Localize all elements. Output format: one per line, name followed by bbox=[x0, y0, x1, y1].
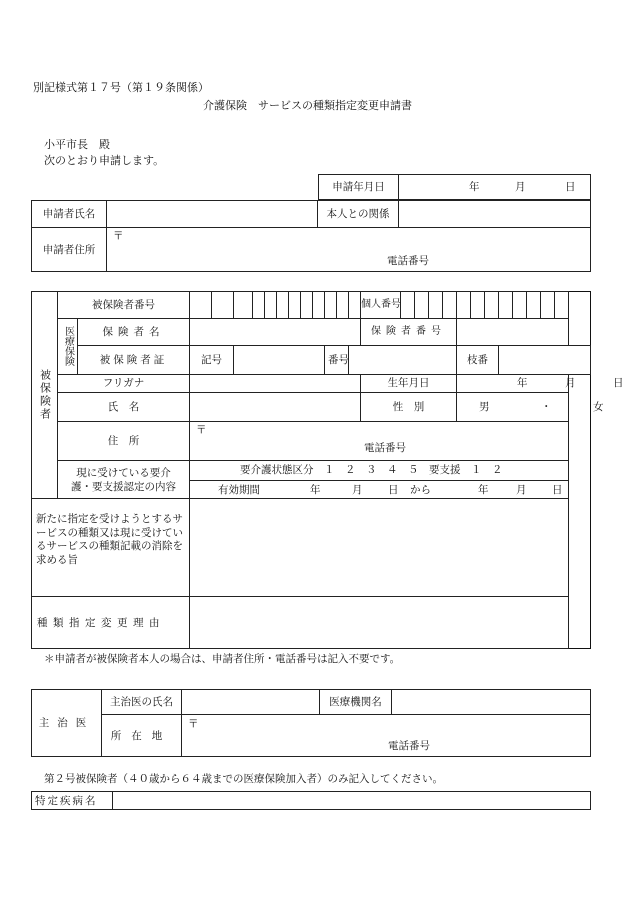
valid-period-field[interactable] bbox=[190, 480, 569, 499]
birth-month-label: 月 bbox=[565, 376, 576, 389]
disease-field[interactable] bbox=[113, 792, 591, 810]
valid-to-year: 年 bbox=[478, 483, 489, 496]
insurer-number-field[interactable] bbox=[457, 318, 569, 345]
insured-number-box-11[interactable] bbox=[337, 292, 349, 319]
form-title: 介護保険 サービスの種類指定変更申請書 bbox=[203, 99, 412, 112]
personal-number-box-6[interactable] bbox=[471, 292, 485, 319]
doctor-table bbox=[31, 689, 591, 757]
insured-address-field[interactable] bbox=[190, 421, 569, 460]
applicant-address-field[interactable] bbox=[107, 228, 591, 272]
personal-number-box-11[interactable] bbox=[541, 292, 555, 319]
insured-number-box-4[interactable] bbox=[253, 292, 265, 319]
year-label: 年 bbox=[469, 181, 480, 193]
sex-male-option[interactable]: 男 bbox=[479, 400, 490, 413]
valid-period-label: 有効期間 bbox=[218, 483, 260, 496]
insured-number-box-2[interactable] bbox=[212, 292, 234, 319]
month-label: 月 bbox=[515, 181, 526, 193]
sex-separator: ・ bbox=[541, 400, 552, 413]
insured-side-label: 被保険者 bbox=[32, 292, 58, 499]
personal-number-label: 個人番号 bbox=[361, 292, 401, 319]
relation-field[interactable] bbox=[399, 201, 591, 228]
insurer-number-label: 保険者番号 bbox=[361, 318, 457, 345]
personal-number-box-3[interactable] bbox=[429, 292, 443, 319]
relation-label: 本人との関係 bbox=[318, 201, 399, 228]
addressee: 小平市長 殿 bbox=[44, 138, 110, 151]
birth-date-label: 生年月日 bbox=[361, 374, 457, 392]
symbol-field[interactable] bbox=[234, 345, 325, 374]
card-number-field[interactable] bbox=[349, 345, 457, 374]
insured-number-label: 被保険者番号 bbox=[58, 292, 190, 319]
personal-number-box-12[interactable] bbox=[555, 292, 569, 319]
insured-number-box-1[interactable] bbox=[190, 292, 212, 319]
insured-number-box-8[interactable] bbox=[301, 292, 313, 319]
sex-female-option[interactable]: 女 bbox=[593, 400, 604, 413]
disease-label: 特定疾病名 bbox=[32, 792, 113, 810]
application-date-table bbox=[318, 174, 591, 200]
valid-from-year: 年 bbox=[310, 483, 321, 496]
insured-name-field[interactable] bbox=[190, 392, 361, 421]
insured-postal-mark: 〒 bbox=[196, 423, 207, 436]
birth-day-label: 日 bbox=[613, 376, 624, 389]
personal-number-box-2[interactable] bbox=[415, 292, 429, 319]
applicant-phone-label: 電話番号 bbox=[387, 255, 429, 267]
certification-label-line-1: 現に受けている要介 bbox=[76, 466, 171, 479]
personal-number-box-7[interactable] bbox=[485, 292, 499, 319]
reason-field[interactable] bbox=[190, 597, 569, 649]
doctor-name-label: 主治医の氏名 bbox=[102, 690, 182, 715]
insurer-name-field[interactable] bbox=[190, 318, 361, 345]
birth-year-label: 年 bbox=[517, 376, 528, 389]
furigana-field[interactable] bbox=[190, 374, 361, 392]
insured-address-label: 住 所 bbox=[58, 421, 190, 460]
furigana-label: フリガナ bbox=[58, 374, 190, 392]
insured-number-box-10[interactable] bbox=[325, 292, 337, 319]
insurance-card-label: 被保険者証 bbox=[78, 345, 190, 374]
insured-number-box-12[interactable] bbox=[349, 292, 361, 319]
applicant-note: ＊申請者が被保険者本人の場合は、申請者住所・電話番号は記入不要です。 bbox=[44, 653, 401, 665]
day-label: 日 bbox=[565, 181, 576, 193]
personal-number-box-9[interactable] bbox=[513, 292, 527, 319]
insurer-name-label: 保険者名 bbox=[78, 318, 190, 345]
doctor-phone-label: 電話番号 bbox=[388, 740, 430, 752]
request-field[interactable] bbox=[190, 499, 569, 597]
applicant-address-label: 申請者住所 bbox=[32, 228, 107, 272]
insured-number-box-6[interactable] bbox=[277, 292, 289, 319]
sex-field[interactable] bbox=[457, 392, 604, 421]
applicant-name-field[interactable] bbox=[107, 201, 318, 228]
branch-number-field[interactable] bbox=[499, 345, 591, 374]
application-date-label: 申請年月日 bbox=[319, 175, 399, 200]
personal-number-box-1[interactable] bbox=[401, 292, 415, 319]
birth-date-field[interactable] bbox=[457, 374, 624, 392]
request-label: 新たに指定を受けようとするサービスの種類又は現に受けているサービスの種類記載の消除を求める旨 bbox=[32, 499, 190, 597]
valid-to-day: 日 bbox=[552, 483, 563, 496]
doctor-postal-mark: 〒 bbox=[188, 718, 199, 730]
doctor-name-field[interactable] bbox=[182, 690, 320, 715]
postal-mark: 〒 bbox=[113, 230, 124, 242]
disease-note: 第２号被保険者（４０歳から６４歳までの医療保険加入者）のみ記入してください。 bbox=[44, 773, 443, 785]
sex-label: 性 別 bbox=[361, 392, 457, 421]
form-number: 別記様式第１７号（第１９条関係） bbox=[33, 81, 209, 94]
insured-table bbox=[31, 291, 624, 649]
application-date-field[interactable] bbox=[399, 175, 591, 200]
insured-name-label: 氏 名 bbox=[58, 392, 190, 421]
institution-label: 医療機関名 bbox=[320, 690, 392, 715]
care-level-field[interactable] bbox=[190, 461, 569, 481]
applicant-name-label: 申請者氏名 bbox=[32, 201, 107, 228]
valid-from-label: から bbox=[410, 483, 431, 496]
branch-number-label: 枝番 bbox=[457, 345, 499, 374]
disease-table bbox=[31, 791, 591, 810]
applicant-table bbox=[31, 200, 591, 272]
location-label: 所在地 bbox=[102, 715, 182, 757]
personal-number-box-10[interactable] bbox=[527, 292, 541, 319]
insured-number-box-9[interactable] bbox=[313, 292, 325, 319]
insured-number-box-3[interactable] bbox=[234, 292, 253, 319]
insured-number-box-7[interactable] bbox=[289, 292, 301, 319]
valid-to-month: 月 bbox=[516, 483, 527, 496]
doctor-side-label: 主治医 bbox=[32, 690, 102, 757]
care-level-text: 要介護状態区分 １ ２ ３ ４ ５ 要支援 １ ２ bbox=[240, 464, 503, 477]
symbol-label: 記号 bbox=[190, 345, 234, 374]
insured-number-box-5[interactable] bbox=[265, 292, 277, 319]
intro-text: 次のとおり申請します。 bbox=[44, 154, 165, 167]
certification-label bbox=[58, 461, 190, 499]
reason-label: 種類指定変更理由 bbox=[32, 597, 190, 649]
valid-from-month: 月 bbox=[352, 483, 363, 496]
medical-insurance-label: 医療保険 bbox=[58, 318, 78, 374]
location-field[interactable] bbox=[182, 715, 591, 757]
card-number-label: 番号 bbox=[325, 345, 349, 374]
certification-label-line-2: 護・要支援認定の内容 bbox=[71, 480, 176, 493]
personal-number-box-5[interactable] bbox=[457, 292, 471, 319]
personal-number-box-8[interactable] bbox=[499, 292, 513, 319]
institution-field[interactable] bbox=[392, 690, 591, 715]
personal-number-box-4[interactable] bbox=[443, 292, 457, 319]
valid-from-day: 日 bbox=[388, 483, 399, 496]
insured-phone-label: 電話番号 bbox=[364, 441, 406, 454]
